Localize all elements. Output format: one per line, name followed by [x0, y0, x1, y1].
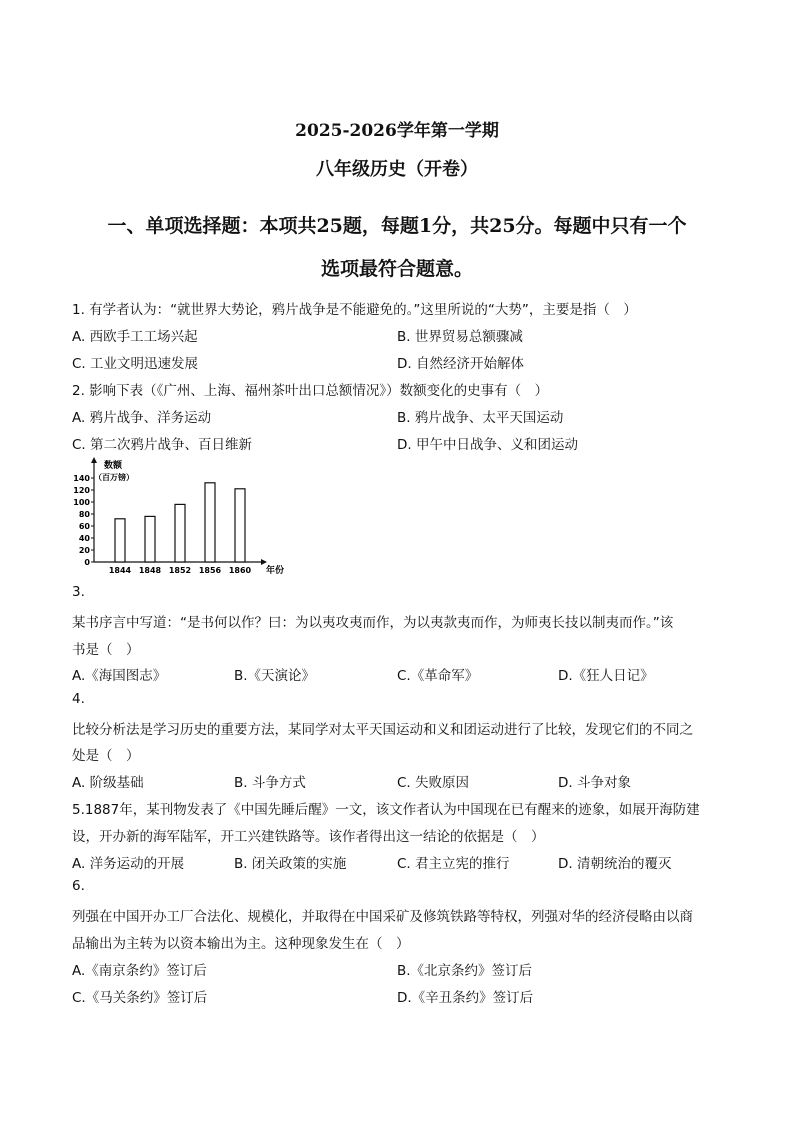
chart-y-tick-label: 60 — [78, 522, 90, 531]
question-6-number: 6. — [72, 878, 85, 894]
question-6-stem-line2: 品输出为主转为以资本输出为主。这种现象发生在（ ） — [72, 936, 410, 952]
question-2-option-b[interactable]: B. 鸦片战争、太平天国运动 — [397, 410, 564, 426]
chart-x-tick-label: 1852 — [168, 566, 192, 575]
question-1-option-c[interactable]: C. 工业文明迅速发展 — [72, 356, 199, 372]
chart-y-tick-label: 40 — [78, 534, 90, 543]
chart-y-tick-label: 140 — [73, 474, 90, 483]
question-2-option-a[interactable]: A. 鸦片战争、洋务运动 — [72, 410, 212, 426]
chart-x-tick-label: 1860 — [228, 566, 252, 575]
question-3-number: 3. — [72, 584, 85, 600]
chart-y-tick-label: 120 — [73, 486, 90, 495]
question-1-stem: 1. 有学者认为：“就世界大势论，鸦片战争是不能避免的。”这里所说的“大势”，主要是指（ ） — [72, 302, 637, 318]
question-3-option-b[interactable]: B.《天演论》 — [234, 668, 316, 684]
chart-ylabel-line1: 数额 — [104, 461, 123, 471]
chart-xlabel: 年份 — [266, 566, 285, 576]
question-5-stem-line1: 5.1887年，某刊物发表了《中国先睡后醒》一文，该文作者认为中国现在已有醒来的迹象，如展开海防建 — [72, 802, 700, 818]
chart-bar-1852 — [175, 504, 185, 562]
question-6-option-a[interactable]: A.《南京条约》签订后 — [72, 963, 207, 979]
question-4-stem-line2: 处是（ ） — [72, 748, 140, 764]
tea-export-bar-chart — [72, 456, 292, 578]
question-6-option-c[interactable]: C.《马关条约》签订后 — [72, 990, 208, 1006]
question-1-option-b[interactable]: B. 世界贸易总额骤减 — [397, 329, 523, 345]
section-heading-line2: 选项最符合题意。 — [320, 258, 473, 280]
question-3-option-a[interactable]: A.《海国图志》 — [72, 668, 167, 684]
question-3-option-d[interactable]: D.《狂人日记》 — [558, 668, 654, 684]
question-2-option-d[interactable]: D. 甲午中日战争、义和团运动 — [397, 437, 578, 453]
question-4-option-c[interactable]: C. 失败原因 — [397, 775, 470, 791]
question-2-stem: 2. 影响下表（《广州、上海、福州茶叶出口总额情况》）数额变化的史事有（ ） — [72, 383, 549, 399]
question-5-option-c[interactable]: C. 君主立宪的推行 — [397, 856, 510, 872]
question-2-option-c[interactable]: C. 第二次鸦片战争、百日维新 — [72, 437, 253, 453]
question-4-option-a[interactable]: A. 阶级基础 — [72, 775, 144, 791]
chart-bar-1856 — [205, 483, 215, 562]
chart-bar-1860 — [235, 489, 245, 562]
chart-y-tick-label: 0 — [84, 558, 90, 567]
question-1-option-d[interactable]: D. 自然经济开始解体 — [397, 356, 524, 372]
question-5-option-b[interactable]: B. 闭关政策的实施 — [234, 856, 347, 872]
question-4-option-d[interactable]: D. 斗争对象 — [558, 775, 631, 791]
chart-y-tick-label: 20 — [78, 546, 90, 555]
question-3-stem-line1: 某书序言中写道：“是书何以作？曰：为以夷攻夷而作，为以夷款夷而作，为师夷长技以制夷而作。”该 — [72, 615, 674, 631]
exam-term-title: 2025-2026学年第一学期 — [295, 121, 499, 141]
question-5-stem-line2: 设，开办新的海军陆军，开工兴建铁路等。该作者得出这一结论的依据是（ ） — [72, 829, 545, 845]
chart-x-tick-label: 1848 — [138, 566, 162, 575]
question-5-option-d[interactable]: D. 清朝统治的覆灭 — [558, 856, 672, 872]
question-4-number: 4. — [72, 691, 85, 707]
tea-export-chart — [72, 456, 292, 582]
chart-ylabel-line2: （百万镑） — [94, 473, 134, 482]
chart-x-tick-label: 1844 — [108, 566, 132, 575]
question-4-option-b[interactable]: B. 斗争方式 — [234, 775, 306, 791]
chart-bar-1844 — [115, 519, 125, 562]
question-6-stem-line1: 列强在中国开办工厂合法化、规模化，并取得在中国采矿及修筑铁路等特权，列强对华的经济侵略由以商 — [72, 909, 693, 925]
chart-x-tick-label: 1856 — [198, 566, 222, 575]
section-heading-line1: 一、单项选择题：本项共25题，每题1分，共25分。每题中只有一个 — [107, 215, 687, 237]
question-6-option-b[interactable]: B.《北京条约》签订后 — [397, 963, 533, 979]
question-6-option-d[interactable]: D.《辛丑条约》签订后 — [397, 990, 534, 1006]
chart-y-tick-label: 100 — [73, 498, 90, 507]
chart-y-tick-label: 80 — [78, 510, 90, 519]
question-3-option-c[interactable]: C.《革命军》 — [397, 668, 479, 684]
question-4-stem-line1: 比较分析法是学习历史的重要方法，某同学对太平天国运动和义和团运动进行了比较，发现它们的不同之 — [72, 722, 693, 738]
question-5-option-a[interactable]: A. 洋务运动的开展 — [72, 856, 185, 872]
chart-bar-1848 — [145, 516, 155, 562]
exam-subject-title: 八年级历史（开卷） — [316, 159, 478, 180]
question-3-stem-line2: 书是（ ） — [72, 642, 140, 658]
question-1-option-a[interactable]: A. 西欧手工工场兴起 — [72, 329, 198, 345]
